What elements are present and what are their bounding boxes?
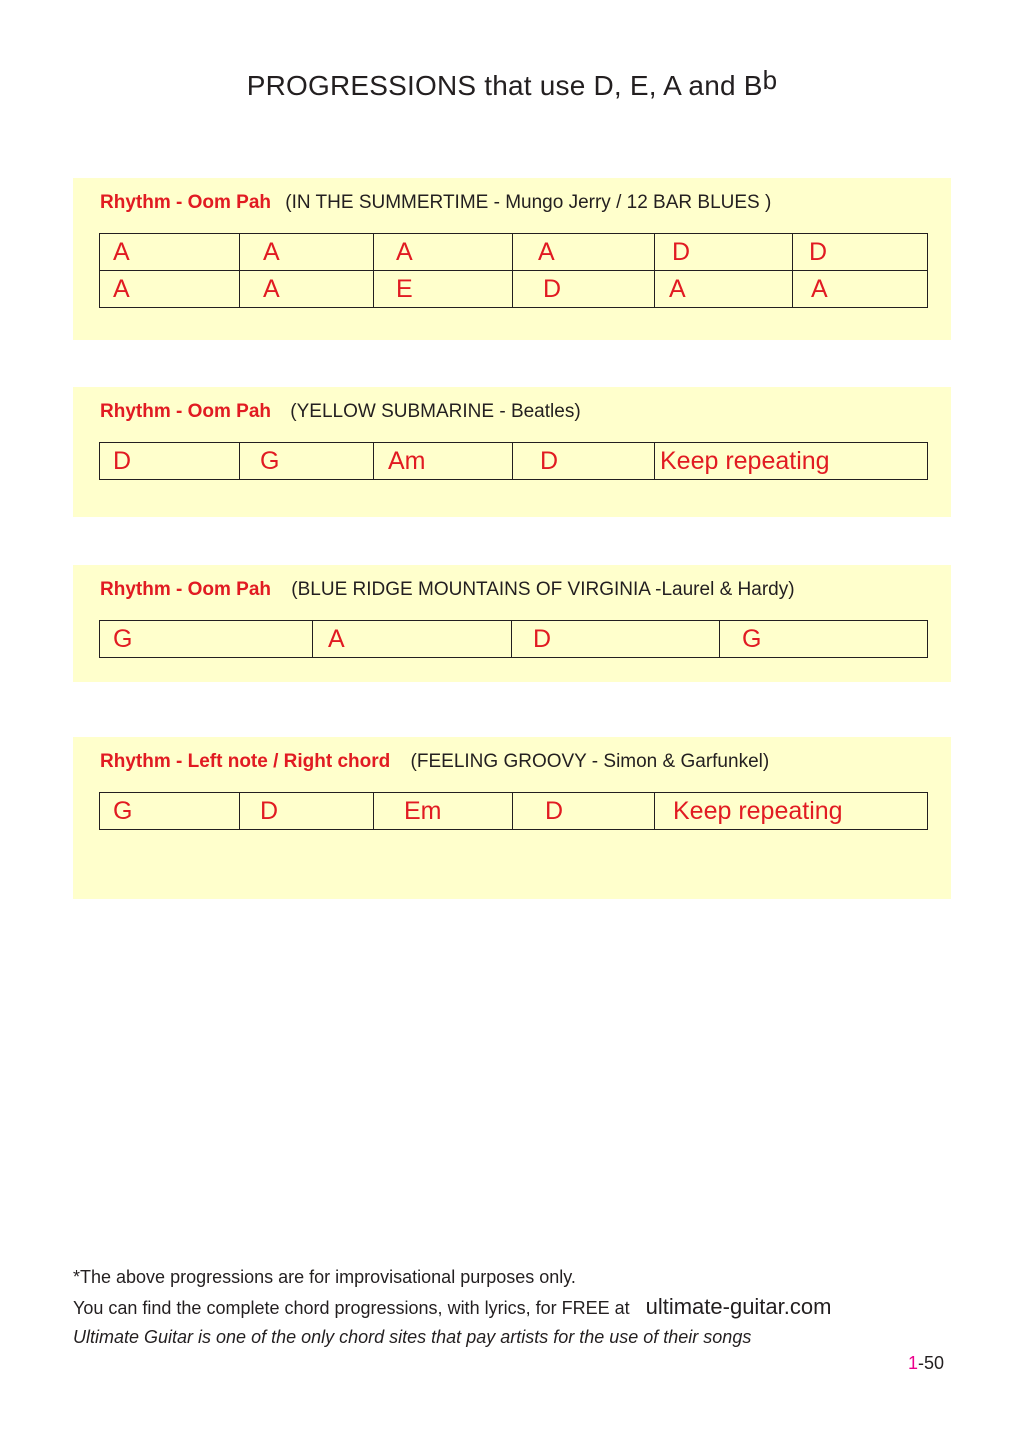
song-label: (BLUE RIDGE MOUNTAINS OF VIRGINIA -Laurel & Hardy) [291,579,795,600]
panel-header [100,579,795,601]
rhythm-label: Rhythm - Left note / Right chord [100,751,391,772]
chord-cell: G [100,621,313,658]
footer-source-text: You can find the complete chord progressions, with lyrics, for FREE at [73,1298,630,1318]
panel-header [100,751,769,773]
chord-row [100,234,928,271]
page-title-flat-superscript: b [762,65,778,95]
page-title [0,65,1024,102]
chapter-number: 1 [907,1353,918,1373]
chord-cell: Keep repeating [655,793,928,830]
site-link[interactable]: ultimate-guitar.com [645,1294,832,1319]
chord-cell: A [240,234,374,271]
chord-cell: A [655,271,793,308]
chord-cell: Am [374,443,513,480]
footer-source-line [73,1294,831,1320]
progression-panel-4 [73,737,951,899]
chord-cell: D [513,793,655,830]
chord-cell: A [793,271,928,308]
song-label: (IN THE SUMMERTIME - Mungo Jerry / 12 BAR BLUES ) [285,192,772,213]
chord-cell: D [793,234,928,271]
progression-panel-3 [73,565,951,682]
progression-panel-1 [73,178,951,340]
progression-panel-2 [73,387,951,517]
song-label: (YELLOW SUBMARINE - Beatles) [290,401,581,422]
chord-table [99,792,928,830]
chord-table [99,620,928,658]
rhythm-label: Rhythm - Oom Pah [100,192,272,213]
footer-disclaimer: *The above progressions are for improvisational purposes only. [73,1267,576,1287]
song-label: (FEELING GROOVY - Simon & Garfunkel) [410,751,770,772]
chord-row [100,443,928,480]
page-title-text: PROGRESSIONS that use D, E, A and B [246,70,763,101]
chord-cell: D [513,271,655,308]
chord-row [100,271,928,308]
footer-note: Ultimate Guitar is one of the only chord sites that pay artists for the use of their songs [73,1327,752,1347]
chord-cell: A [313,621,512,658]
chord-row [100,793,928,830]
chord-cell: A [513,234,655,271]
chord-cell: D [513,443,655,480]
page-number [908,1353,944,1374]
chord-cell: D [655,234,793,271]
chord-cell: A [100,234,240,271]
chord-cell: G [720,621,928,658]
chord-cell: A [100,271,240,308]
chord-table [99,442,928,480]
panel-header [100,401,581,423]
chord-cell: E [374,271,513,308]
panel-header [100,192,771,214]
chord-cell: Em [374,793,513,830]
rhythm-label: Rhythm - Oom Pah [100,579,272,600]
rhythm-label: Rhythm - Oom Pah [100,401,272,422]
chord-cell: D [100,443,240,480]
chord-row [100,621,928,658]
chord-cell: A [240,271,374,308]
chord-cell: G [240,443,374,480]
chord-table [99,233,928,308]
chord-cell: D [512,621,720,658]
chord-cell: A [374,234,513,271]
page-number-value: -50 [917,1353,944,1373]
chord-cell: Keep repeating [655,443,928,480]
chord-cell: D [240,793,374,830]
chord-cell: G [100,793,240,830]
